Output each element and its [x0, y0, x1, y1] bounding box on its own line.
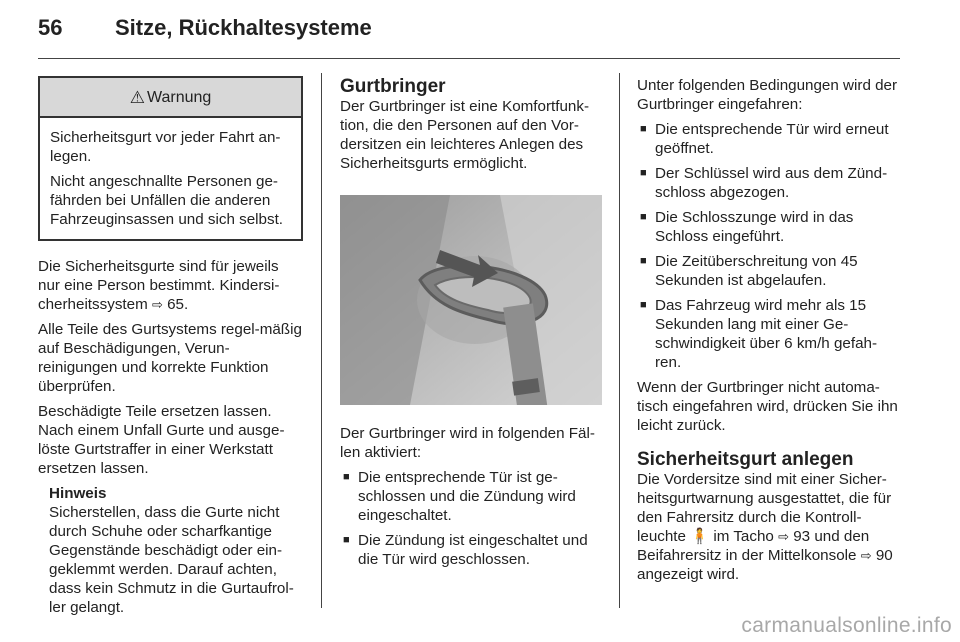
- list-item: ■ Die Zeitüberschreitung von 45 Sekunden ist abgelaufen.: [637, 252, 902, 290]
- page-reference-icon: ⇨: [778, 529, 789, 544]
- note-title: Hinweis: [49, 485, 107, 502]
- column-divider-1: [321, 73, 322, 608]
- belt-presenter-illustration: [340, 195, 602, 405]
- column-1: [38, 76, 303, 617]
- paragraph-retract-conditions: Unter folgenden Bedingungen wird der Gurtbringer eingefahren:: [637, 77, 898, 113]
- watermark: carmanualsonline.info: [741, 614, 952, 637]
- section-heading-gurtbringer: Gurtbringer: [340, 76, 446, 97]
- note-block: [38, 484, 303, 617]
- page-title: Sitze, Rückhaltesysteme: [115, 15, 372, 40]
- paragraph-manual-retract: Wenn der Gurtbringer nicht automa-tisch eingefahren wird, drücken Sie ihn leicht zurück.: [637, 379, 898, 434]
- list-item: ■ Die entsprechende Tür ist ge-schlossen und die Zündung wird eingeschaltet.: [340, 468, 602, 525]
- paragraph-seatbelt-warning: Die Vordersitze sind mit einer Sicher-heitsgurtwarnung ausgestattet, die für den Fahrersitz durch die Kontroll-leuchte 🧍 im Tacho ⇨ 93 und den Beifahrersitz in der Mittelkonsole ⇨ 90 angezeigt wird.: [637, 471, 893, 583]
- paragraph-one-person: Die Sicherheitsgurte sind für jeweils nur eine Person bestimmt. Kindersi-cherheitssystem ⇨ 65.: [38, 258, 280, 313]
- warning-text-1: Sicherheitsgurt vor jeder Fahrt an-legen.: [50, 129, 281, 165]
- list-item: ■ Der Schlüssel wird aus dem Zünd-schloss abgezogen.: [637, 164, 902, 202]
- warning-title: Warnung: [146, 88, 212, 106]
- warning-text-2: Nicht angeschnallte Personen ge-fährden bei Unfällen die anderen Fahrzeuginsassen und sich selbst.: [50, 173, 284, 228]
- paragraph-gurtbringer-intro: Der Gurtbringer ist eine Komfortfunk-tion, die den Personen auf den Vor-dersitzen ein leichteres Anlegen des Sicherheitsgurts ermöglicht.: [340, 98, 589, 172]
- column-2: [340, 76, 602, 575]
- section-heading-anlegen: Sicherheitsgurt anlegen: [637, 449, 854, 470]
- note-text: Sicherstellen, dass die Gurte nicht durch Schuhe oder scharfkantige Gegenstände beschädigt oder ein-geklemmt werden. Darauf achten, dass kein Schmutz in die Gurtaufrol-ler gelangt.: [49, 504, 294, 616]
- page-number: 56: [38, 15, 63, 40]
- column-divider-2: [619, 73, 620, 608]
- warning-body: [40, 118, 301, 239]
- warning-triangle-icon: ⚠: [129, 87, 145, 107]
- list-item: ■ Die entsprechende Tür wird erneut geöffnet.: [637, 120, 902, 158]
- page-reference-icon: ⇨: [151, 297, 163, 312]
- page-reference-link[interactable]: 65: [167, 296, 184, 313]
- retract-list: [637, 120, 902, 372]
- paragraph-activation: Der Gurtbringer wird in folgenden Fäl-len aktiviert:: [340, 425, 595, 461]
- paragraph-inspection: Alle Teile des Gurtsystems regel-mäßig auf Beschädigungen, Verun-reinigungen und korrekte Funktion überprüfen.: [38, 321, 302, 395]
- seatbelt-warning-icon: 🧍: [690, 528, 710, 545]
- paragraph-replace: Beschädigte Teile ersetzen lassen. Nach einem Unfall Gurte und ausge-löste Gurtstraffer in einer Werkstatt ersetzen lassen.: [38, 403, 285, 477]
- list-item: ■ Die Schlosszunge wird in das Schloss eingeführt.: [637, 208, 902, 246]
- list-item: ■ Das Fahrzeug wird mehr als 15 Sekunden lang mit einer Ge-schwindigkeit über 6 km/h gefah-ren.: [637, 296, 902, 372]
- list-item: ■ Die Zündung ist eingeschaltet und die Tür wird geschlossen.: [340, 531, 602, 569]
- header-rule: [38, 58, 900, 59]
- page-reference-icon: ⇨: [860, 548, 872, 563]
- column-3: [637, 76, 902, 590]
- warning-header: [40, 78, 301, 118]
- page-reference-link[interactable]: 93: [793, 528, 811, 545]
- activation-list: [340, 468, 602, 569]
- warning-box: [38, 76, 303, 241]
- page-reference-link[interactable]: 90: [875, 547, 893, 564]
